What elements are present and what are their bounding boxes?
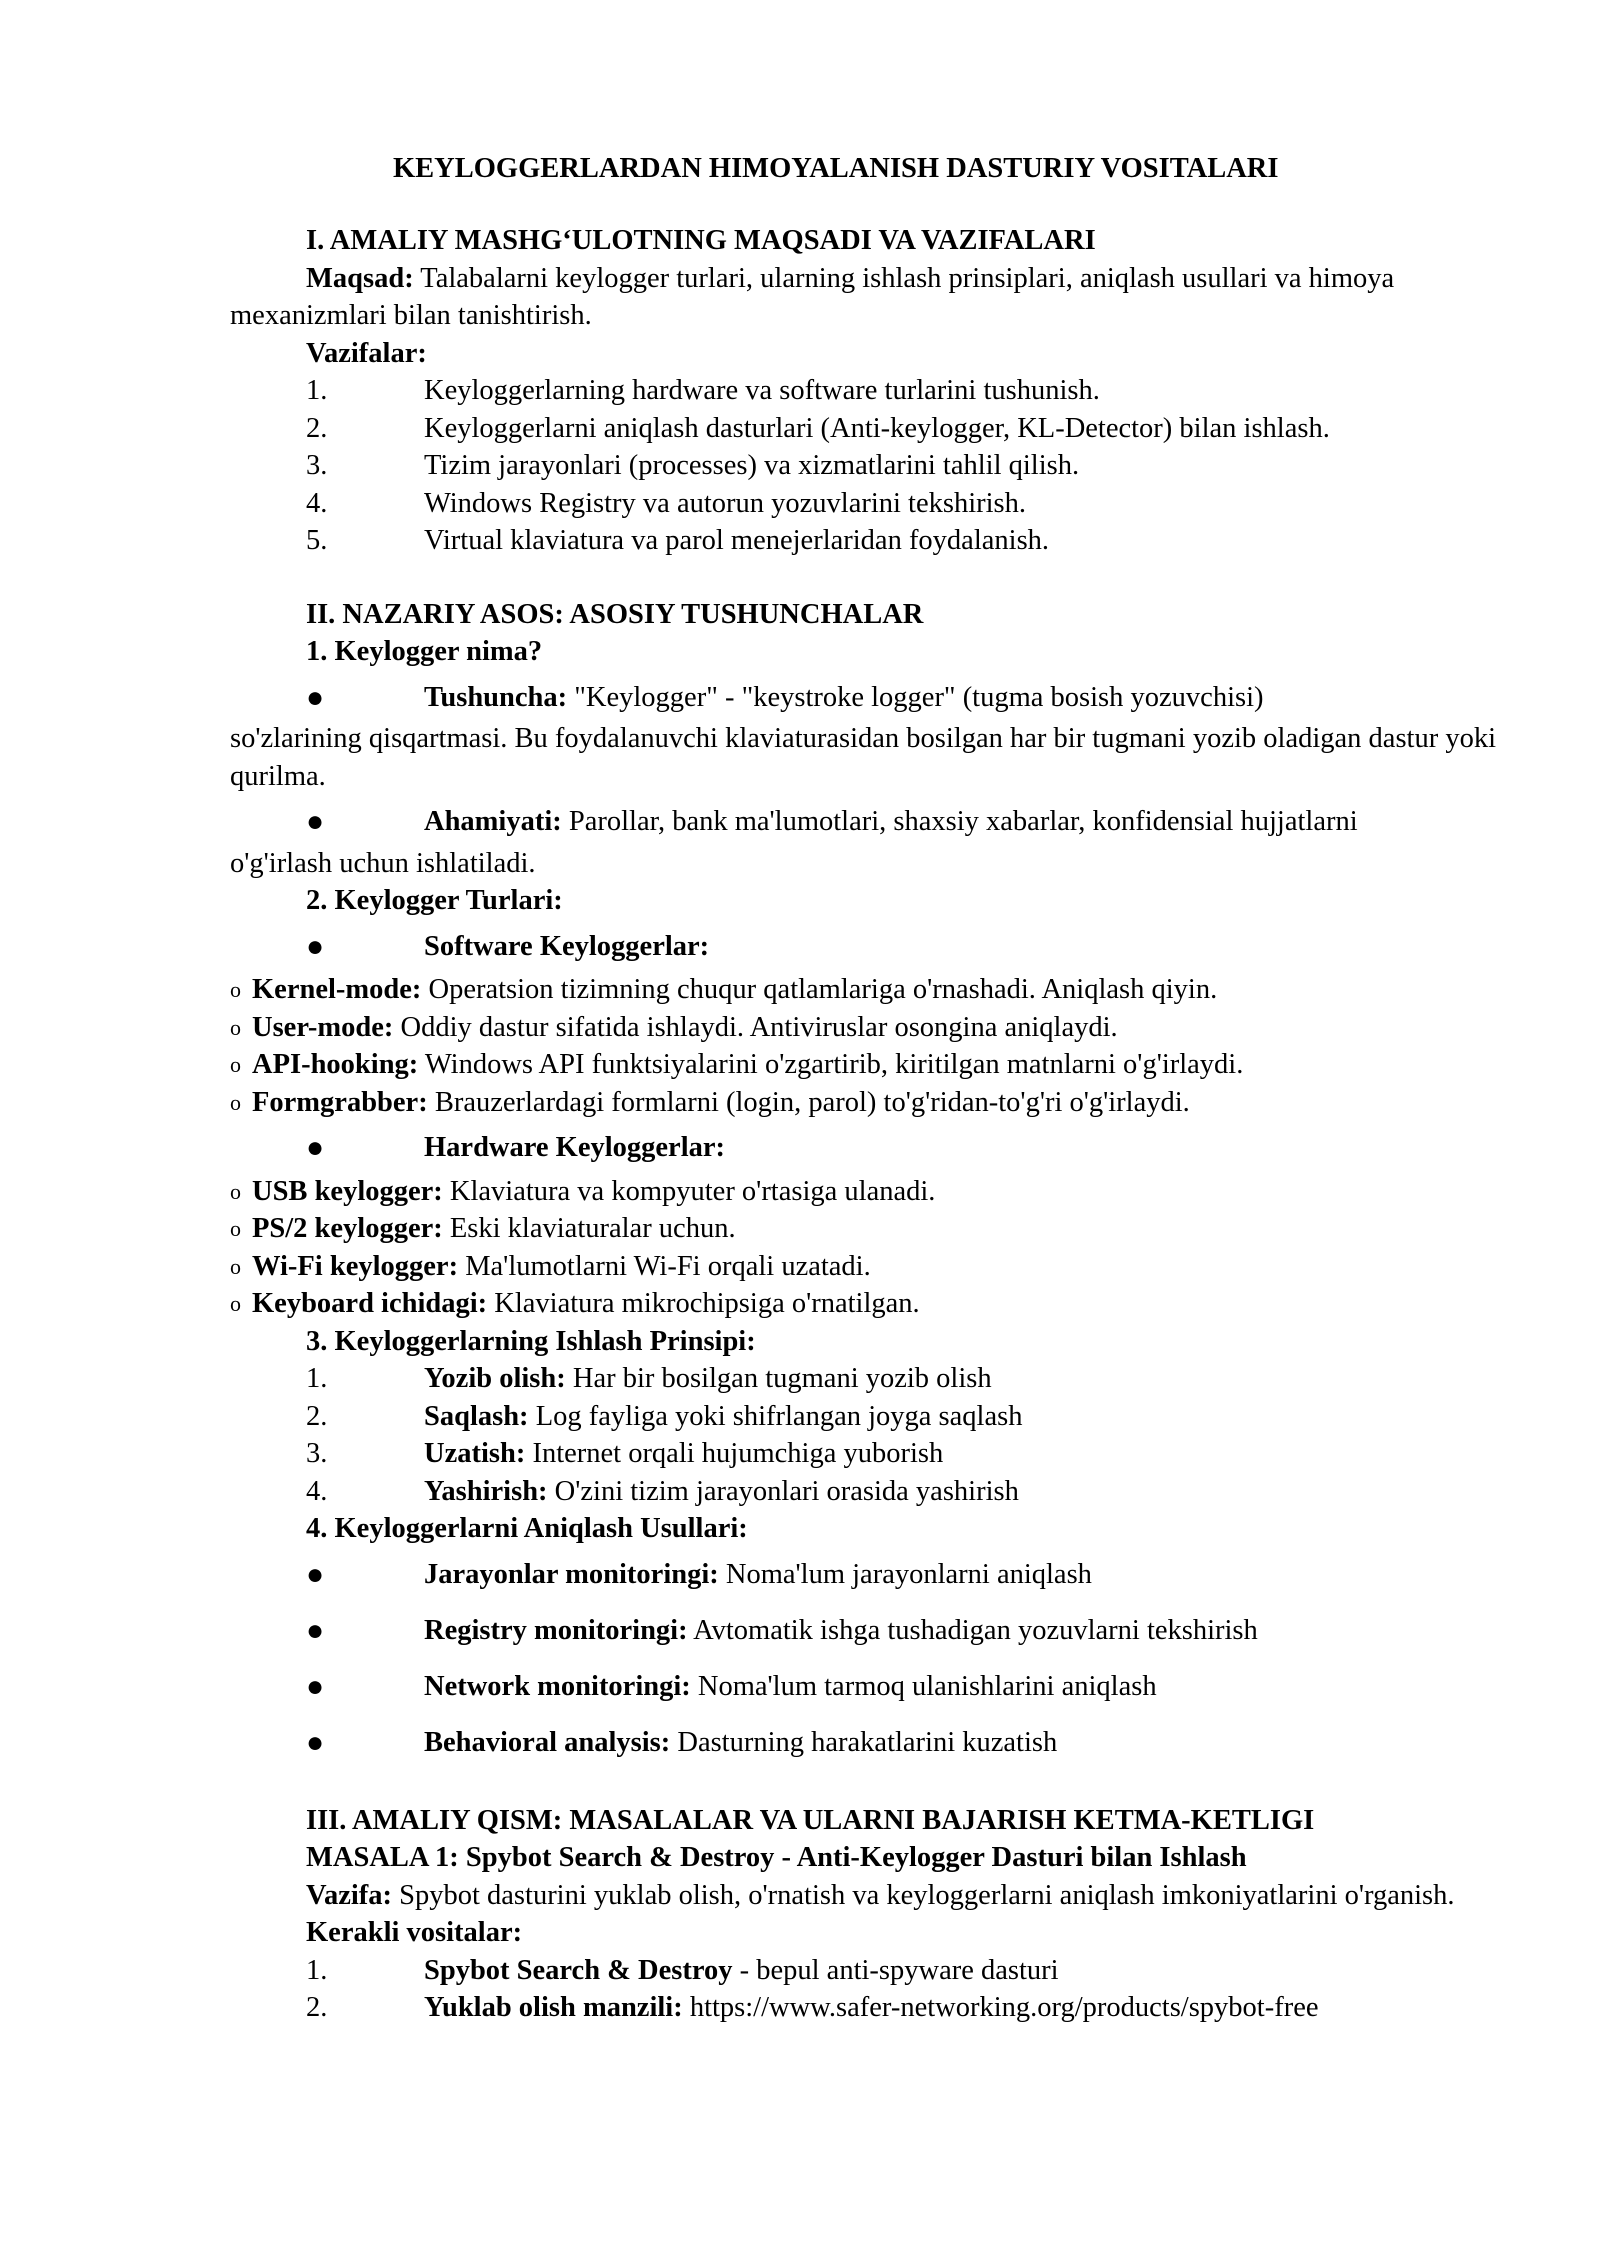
document-page <box>230 150 1500 2027</box>
vazifalar-list <box>230 372 1500 560</box>
bullet-icon: ● <box>306 1131 325 1164</box>
kerakli-vositalar-label: Kerakli vositalar: <box>306 1917 523 1948</box>
circle-bullet-icon: o <box>230 1052 241 1077</box>
keylogger-nima-heading: 1. Keylogger nima? <box>306 636 543 667</box>
circle-bullet-icon: o <box>230 977 241 1002</box>
kerakli-list <box>230 1952 1500 2027</box>
vazifa-paragraph: Vazifa: Spybot dasturini yuklab olish, o'rnatish va keyloggerlarni aniqlash imkoniyatlarini o'rganish. <box>306 1879 1455 1911</box>
circle-bullet-icon: o <box>230 1216 241 1241</box>
keylogger-turlari-heading: 2. Keylogger Turlari: <box>306 885 563 916</box>
bullet-icon: ● <box>306 805 325 838</box>
maqsad-paragraph: Maqsad: Talabalarni keylogger turlari, ularning ishlash prinsiplari, aniqlash usullari va himoya mexanizmlari bilan tanishtirish. <box>230 262 1395 331</box>
bullet-icon: ● <box>306 929 325 963</box>
list-item: o API-hooking: Windows API funktsiyalarini o'zgartirib, kiritilgan matnlarni o'g'irlaydi. <box>230 1046 1500 1084</box>
document-title: KEYLOGGERLARDAN HIMOYALANISH DASTURIY VOSITALARI <box>393 153 1279 184</box>
prinsip-list <box>230 1360 1500 1510</box>
list-item: o Wi-Fi keylogger: Ma'lumotlarni Wi-Fi orqali uzatadi. <box>230 1248 1500 1286</box>
download-url: https://www.safer-networking.org/products/spybot-free <box>682 1992 1319 2023</box>
list-item: o Kernel-mode: Operatsion tizimning chuqur qatlamlariga o'rnashadi. Aniqlash qiyin. <box>230 971 1500 1009</box>
bullet-icon: ● <box>306 680 325 714</box>
ishlash-prinsipi-heading: 3. Keyloggerlarning Ishlash Prinsipi: <box>306 1325 756 1357</box>
bullet-icon: ● <box>306 1725 325 1759</box>
hardware-keyloggers-bullet: ● Hardware Keyloggerlar: <box>230 1121 1500 1167</box>
hardware-list <box>230 1167 1500 1323</box>
bullet-icon: ● <box>306 1613 325 1647</box>
tushuncha-bullet: ● Tushuncha: "Keylogger" - "keystroke logger" (tugma bosish yozuvchisi) <box>230 671 1500 717</box>
list-item: ● Registry monitoringi: Avtomatik ishga tushadigan yozuvlarni tekshirish <box>230 1604 1500 1660</box>
circle-bullet-icon: o <box>230 1253 241 1279</box>
aniqlash-usullari-heading: 4. Keyloggerlarni Aniqlash Usullari: <box>306 1513 748 1544</box>
bullet-icon: ● <box>306 1557 325 1591</box>
masala1-heading: MASALA 1: Spybot Search & Destroy - Anti-Keylogger Dasturi bilan Ishlash <box>306 1842 1247 1873</box>
tushuncha-continuation: so'zlarining qisqartmasi. Bu foydalanuvchi klaviaturasidan bosilgan har bir tugmani yozib oladigan dastur yoki qurilma. <box>230 723 1496 792</box>
list-item: o User-mode: Oddiy dastur sifatida ishlaydi. Antiviruslar osongina aniqlaydi. <box>230 1009 1500 1047</box>
list-item: o PS/2 keylogger: Eski klaviaturalar uchun. <box>230 1210 1500 1248</box>
circle-bullet-icon: o <box>230 1291 241 1316</box>
ahamiyati-continuation: o'g'irlash uchun ishlatiladi. <box>230 847 536 879</box>
aniqlash-list <box>230 1548 1500 1772</box>
list-item: o Keyboard ichidagi: Klaviatura mikrochipsiga o'rnatilgan. <box>230 1285 1500 1323</box>
list-item: 1. Spybot Search & Destroy - bepul anti-spyware dasturi <box>306 1954 1059 1986</box>
section2-heading: II. NAZARIY ASOS: ASOSIY TUSHUNCHALAR <box>306 598 924 630</box>
list-item: ● Jarayonlar monitoringi: Noma'lum jarayonlarni aniqlash <box>230 1548 1500 1604</box>
list-item: o USB keylogger: Klaviatura va kompyuter o'rtasiga ulanadi. <box>230 1173 1500 1211</box>
list-item: 1. Yozib olish: Har bir bosilgan tugmani yozib olish <box>306 1363 992 1394</box>
list-item: 2. Keyloggerlarni aniqlash dasturlari (Anti-keylogger, KL-Detector) bilan ishlash. <box>306 412 1330 444</box>
list-item: 2. Saqlash: Log fayliga yoki shifrlangan joyga saqlash <box>306 1400 1023 1432</box>
list-item: 4. Windows Registry va autorun yozuvlarini tekshirish. <box>306 487 1027 519</box>
list-item: ● Network monitoringi: Noma'lum tarmoq ulanishlarini aniqlash <box>230 1660 1500 1716</box>
software-list <box>230 965 1500 1121</box>
section3-heading: III. AMALIY QISM: MASALALAR VA ULARNI BAJARISH KETMA-KETLIGI <box>306 1804 1315 1836</box>
list-item: ● Behavioral analysis: Dasturning harakatlarini kuzatish <box>230 1716 1500 1772</box>
circle-bullet-icon: o <box>230 1089 241 1115</box>
software-keyloggers-bullet: ● Software Keyloggerlar: <box>230 920 1500 966</box>
list-item: 1. Keyloggerlarning hardware va software turlarini tushunish. <box>306 375 1100 406</box>
list-item: 5. Virtual klaviatura va parol menejerlaridan foydalanish. <box>306 525 1050 556</box>
section1-heading: I. AMALIY MASHG‘ULOTNING MAQSADI VA VAZIFALARI <box>306 225 1096 256</box>
list-item: 4. Yashirish: O'zini tizim jarayonlari orasida yashirish <box>306 1475 1019 1507</box>
list-item: 3. Tizim jarayonlari (processes) va xizmatlarini tahlil qilish. <box>306 450 1080 481</box>
bullet-icon: ● <box>306 1669 325 1703</box>
circle-bullet-icon: o <box>230 1014 241 1040</box>
circle-bullet-icon: o <box>230 1178 241 1204</box>
list-item: o Formgrabber: Brauzerlardagi formlarni (login, parol) to'g'ridan-to'g'ri o'g'irlaydi. <box>230 1084 1500 1122</box>
vazifalar-label: Vazifalar: <box>306 337 427 369</box>
list-item: 3. Uzatish: Internet orqali hujumchiga yuborish <box>306 1438 944 1469</box>
ahamiyati-bullet: ● Ahamiyati: Parollar, bank ma'lumotlari, shaxsiy xabarlar, konfidensial hujjatlarni <box>230 795 1500 841</box>
list-item: 2. Yuklab olish manzili: https://www.safer-networking.org/products/spybot-free <box>306 1992 1319 2023</box>
